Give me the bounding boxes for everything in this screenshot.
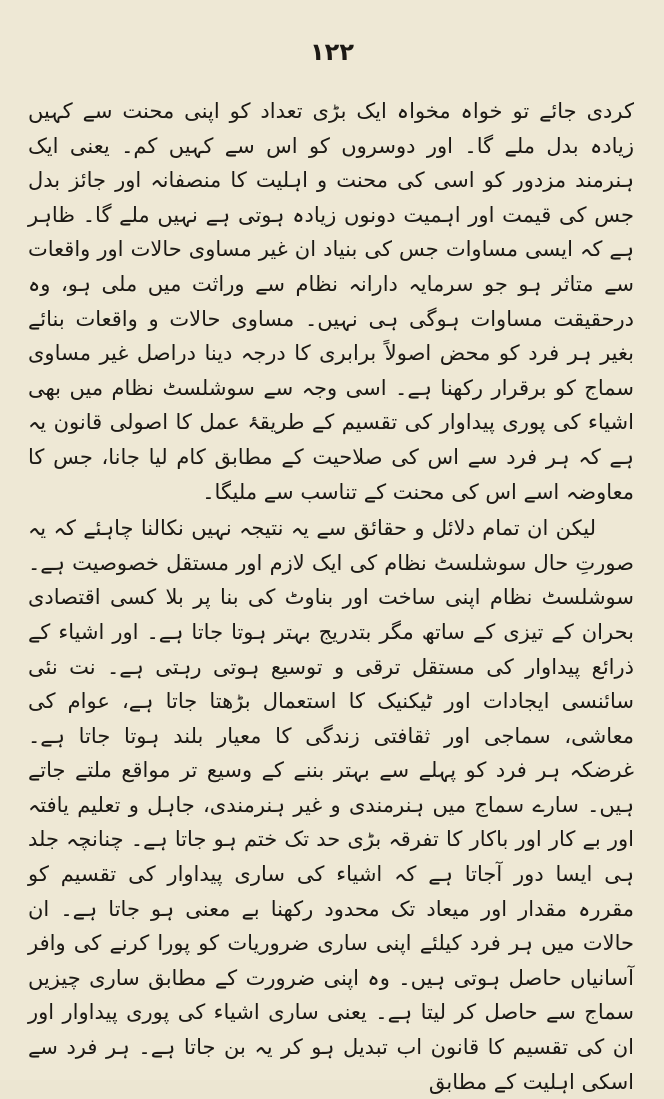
paragraph-1: کردی جائے تو خواہ مخواہ ایک بڑی تعداد کو اپنی محنت سے کہیں زیادہ بدل ملے گا۔ اور دوسروں کو اس سے کہیں کم۔ یعنی ایک ہنرمند مزدور کو اسی کی محنت و اہلیت کا منصفانہ اور جائز بدل جس کی قیمت اور اہمیت دونوں زیادہ ہوتی ہے نہیں ملے گا۔ ظاہر ہے کہ ایسی مساوات جس کی بنیاد ان غیر مساوی حالات اور واقعات سے متاثر ہو جو سرمایہ دارانہ نظام سے وراثت میں ملی ہو، وہ درحقیقت مساوات ہوگی ہی نہیں۔ مساوی حالات و واقعات بنائے بغیر ہر فرد کو محض اصولاً برابری کا درجہ دینا دراصل غیر مساوی سماج کو برقرار رکھنا ہے۔ اسی وجہ سے سوشلسٹ نظام میں بھی اشیاء کی پوری پیداوار کی تقسیم کے طریقۂ عمل کا اصولی قانون یہ ہے کہ ہر فرد سے اس کی صلاحیت کے مطابق کام لیا جانا، جس کا معاوضہ اسے اس کی محنت کے تناسب سے ملیگا۔: [28, 99, 634, 504]
paragraph-2: لیکن ان تمام دلائل و حقائق سے یہ نتیجہ نہیں نکالنا چاہئے کہ یہ صورتِ حال سوشلسٹ نظام کی ایک لازم اور مستقل خصوصیت ہے۔ سوشلسٹ نظام اپنی ساخت اور بناوٹ کی بنا پر بلا کسی اقتصادی بحران کے تیزی کے ساتھ مگر بتدریج بہتر ہوتا جاتا ہے۔ اور اشیاء کے ذرائع پیداوار کی مستقل ترقی و توسیع ہوتی رہتی ہے۔ نت نئی سائنسی ایجادات اور ٹیکنیک کا استعمال بڑھتا جاتا ہے، عوام کی معاشی، سماجی اور ثقافتی زندگی کا معیار بلند ہوتا جاتا ہے۔ غرضکہ ہر فرد کو پہلے سے بہتر بننے کے وسیع تر مواقع ملتے جاتے ہیں۔ سارے سماج میں ہنرمندی و غیر ہنرمندی، جاہل و تعلیم یافتہ اور بے کار اور باکار کا تفرقہ بڑی حد تک ختم ہو جاتا ہے۔ چنانچہ جلد ہی ایسا دور آجاتا ہے کہ اشیاء کی ساری پیداوار کی تقسیم کو مقررہ مقدار اور میعاد تک محدود رکھنا بے معنی ہو جاتا ہے۔ ان حالات میں ہر فرد کیلئے اپنی ساری ضروریات کو پورا کرنے کی وافر آسانیاں حاصل ہوتی ہیں۔ وہ اپنی ضرورت کے مطابق ساری چیزیں سماج سے حاصل کر لیتا ہے۔ یعنی ساری اشیاء کی پوری پیداوار اور ان کی تقسیم کا قانون اب تبدیل ہو کر یہ بن جاتا ہے۔ ہر فرد سے اسکی اہلیت کے مطابق: [28, 516, 634, 1094]
page-number: ١٢٢: [310, 38, 354, 66]
page-body: [28, 94, 634, 1099]
